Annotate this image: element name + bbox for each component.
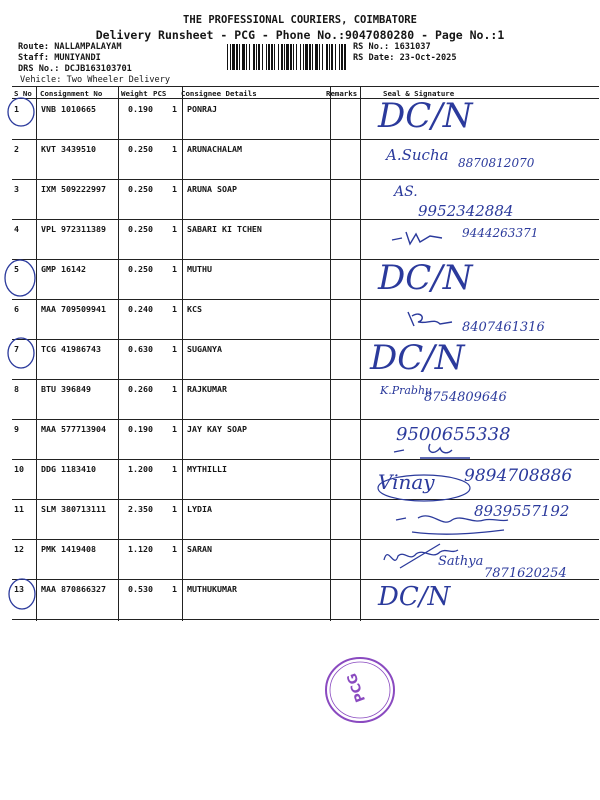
sno-circle-mark: [4, 336, 40, 372]
rs-date-line: [353, 53, 457, 63]
sno-circle-mark: [4, 96, 38, 130]
row-sno: 1: [14, 104, 19, 114]
row-consignee: KCS: [187, 304, 202, 314]
sno-circle-mark: [4, 576, 40, 612]
col-header-consignment: Consignment No: [40, 89, 103, 98]
col-header-weight: Weight: [121, 89, 148, 98]
row-consignee: RAJKUMAR: [187, 384, 227, 394]
signature-phone-row4: 9444263371: [462, 226, 539, 240]
row-weight: 0.260: [128, 384, 153, 394]
signature-name-row8: K.Prabhu: [380, 384, 433, 397]
signature-phone-row10: 9894708886: [464, 466, 573, 486]
route-label: Route:: [18, 42, 50, 52]
runsheet-subtitle: Delivery Runsheet - PCG - Phone No.:9047080280 - Page No.:1: [95, 28, 505, 42]
row-consignment-no: MAA 709509941: [41, 304, 106, 314]
row-pcs: 1: [172, 224, 177, 234]
row-sno: 7: [14, 344, 19, 354]
col-header-sno: S No: [14, 89, 32, 98]
row-weight: 0.250: [128, 224, 153, 234]
row-consignee: ARUNA SOAP: [187, 184, 237, 194]
row-pcs: 1: [172, 584, 177, 594]
vehicle-line: [20, 75, 170, 85]
rs-no-value: 1631037: [394, 42, 431, 52]
staff-label: Staff:: [18, 53, 50, 63]
col-header-pcs: PCS: [153, 89, 167, 98]
row-weight: 1.120: [128, 544, 153, 554]
drs-value: DCJB163103701: [64, 64, 132, 74]
row-sno: 10: [14, 464, 24, 474]
table-top-rule: [12, 86, 599, 87]
row-consignment-no: PMK 1419408: [41, 544, 96, 554]
row-sno: 9: [14, 424, 19, 434]
stamp-text: PCG: [344, 670, 370, 705]
seal-dcn-row5: DC/N: [378, 258, 473, 298]
row-separator: [12, 259, 599, 260]
row-consignee: MUTHU: [187, 264, 212, 274]
row-consignee: MUTHUKUMAR: [187, 584, 237, 594]
signature-scribble-row9: [390, 440, 480, 462]
drs-label: DRS No.:: [18, 64, 60, 74]
col-header-remarks: Remarks: [326, 89, 358, 98]
row-consignment-no: IXM 509222997: [41, 184, 106, 194]
signature-phone-row12: 7871620254: [484, 566, 567, 581]
row-consignment-no: VNB 1010665: [41, 104, 96, 114]
row-consignee: SABARI KI TCHEN: [187, 224, 262, 234]
vehicle-label: Vehicle:: [20, 75, 62, 85]
row-pcs: 1: [172, 144, 177, 154]
col-divider-remarks: [360, 86, 361, 621]
signature-loop-row10: [374, 470, 474, 504]
row-consignment-no: TCG 41986743: [41, 344, 101, 354]
row-weight: 0.250: [128, 144, 153, 154]
drs-line: [18, 64, 132, 74]
row-weight: 2.350: [128, 504, 153, 514]
row-sno: 13: [14, 584, 24, 594]
row-sno: 3: [14, 184, 19, 194]
row-consignee: PONRAJ: [187, 104, 217, 114]
barcode-image: [227, 44, 349, 70]
row-consignment-no: GMP 16142: [41, 264, 86, 274]
row-separator: [12, 179, 599, 180]
row-weight: 0.530: [128, 584, 153, 594]
row-pcs: 1: [172, 464, 177, 474]
col-divider-consignment: [118, 86, 119, 621]
row-sno: 8: [14, 384, 19, 394]
row-separator: [12, 619, 599, 620]
col-divider-consignee: [330, 86, 331, 621]
row-pcs: 1: [172, 304, 177, 314]
col-header-seal: Seal & Signature: [383, 89, 455, 98]
row-separator: [12, 139, 599, 140]
row-consignment-no: BTU 396849: [41, 384, 91, 394]
row-pcs: 1: [172, 184, 177, 194]
row-weight: 1.200: [128, 464, 153, 474]
row-consignee: MYTHILLI: [187, 464, 227, 474]
row-sno: 11: [14, 504, 24, 514]
sno-circle-mark: [2, 258, 42, 298]
staff-line: [18, 53, 101, 63]
signature-scribble-row4: [390, 226, 450, 248]
row-pcs: 1: [172, 344, 177, 354]
col-divider-weight: [182, 86, 183, 621]
row-consignee: SARAN: [187, 544, 212, 554]
signature-name-row2: A.Sucha: [386, 146, 449, 164]
row-consignment-no: DDG 1183410: [41, 464, 96, 474]
signature-phone-row3: 9952342884: [418, 202, 514, 220]
pcg-stamp: [320, 650, 400, 730]
row-weight: 0.250: [128, 184, 153, 194]
row-separator: [12, 539, 599, 540]
row-consignee: SUGANYA: [187, 344, 222, 354]
row-pcs: 1: [172, 544, 177, 554]
signature-name-row12: Sathya: [438, 554, 484, 569]
row-pcs: 1: [172, 424, 177, 434]
table-header-rule: [12, 98, 599, 99]
signature-name-row3: AS.: [394, 184, 418, 200]
signature-name-row10: Vinay: [378, 470, 435, 494]
row-weight: 0.190: [128, 424, 153, 434]
seal-dcn-row13: DC/N: [378, 582, 451, 612]
seal-dcn-row7: DC/N: [370, 338, 465, 378]
row-consignee: JAY KAY SOAP: [187, 424, 247, 434]
row-pcs: 1: [172, 384, 177, 394]
company-title: THE PROFESSIONAL COURIERS, COIMBATORE: [183, 14, 417, 26]
row-weight: 0.630: [128, 344, 153, 354]
row-sno: 4: [14, 224, 19, 234]
row-consignment-no: VPL 972311389: [41, 224, 106, 234]
staff-value: MUNIYANDI: [54, 53, 101, 63]
col-header-consignee: Consignee Details: [181, 89, 257, 98]
row-separator: [12, 459, 599, 460]
rs-no-label: RS No.:: [353, 42, 390, 52]
row-pcs: 1: [172, 104, 177, 114]
row-weight: 0.250: [128, 264, 153, 274]
rs-no-line: [353, 42, 431, 52]
row-separator: [12, 499, 599, 500]
signature-scribble-row11: [392, 508, 512, 538]
signature-scribble-row6: [404, 306, 460, 332]
signature-phone-row2: 8870812070: [458, 156, 535, 170]
row-pcs: 1: [172, 264, 177, 274]
signature-phone-row11: 8939557192: [474, 502, 570, 520]
signature-phone-row9: 9500655338: [396, 424, 511, 445]
row-sno: 6: [14, 304, 19, 314]
row-consignment-no: MAA 870866327: [41, 584, 106, 594]
row-consignment-no: MAA 577713904: [41, 424, 106, 434]
row-sno: 2: [14, 144, 19, 154]
row-separator: [12, 339, 599, 340]
row-pcs: 1: [172, 504, 177, 514]
signature-phone-row8: 8754809646: [424, 390, 507, 405]
row-consignment-no: KVT 3439510: [41, 144, 96, 154]
rs-date-label: RS Date:: [353, 53, 395, 63]
signature-phone-row6: 8407461316: [462, 320, 545, 335]
row-weight: 0.240: [128, 304, 153, 314]
row-consignee: LYDIA: [187, 504, 212, 514]
route-value: NALLAMPALAYAM: [54, 42, 122, 52]
seal-dcn-row1: DC/N: [378, 96, 473, 136]
row-consignment-no: SLM 380713111: [41, 504, 106, 514]
route-line: [18, 42, 122, 52]
row-sno: 12: [14, 544, 24, 554]
row-weight: 0.190: [128, 104, 153, 114]
row-sno: 5: [14, 264, 19, 274]
row-separator: [12, 299, 599, 300]
row-separator: [12, 379, 599, 380]
rs-date-value: 23-Oct-2025: [399, 53, 457, 63]
vehicle-value: Two Wheeler Delivery: [66, 75, 171, 85]
row-consignee: ARUNACHALAM: [187, 144, 242, 154]
row-separator: [12, 419, 599, 420]
